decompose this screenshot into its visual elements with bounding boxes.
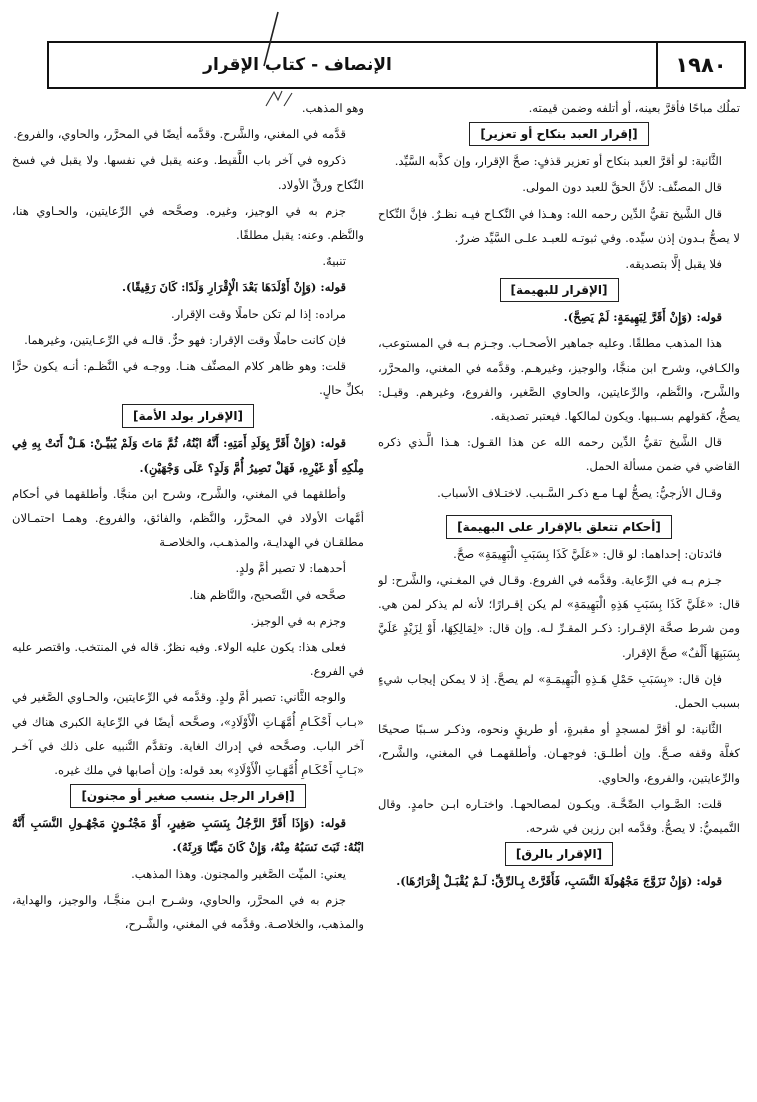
paragraph: قدَّمه في المغني، والشَّرح. وقدَّمه أيضًا في المحرَّر، والحاوي، والفروع. [13, 127, 346, 142]
paragraph: وقـال الأزجيُّ: يصحُّ لهـا مـع ذكـر السَّـبب. لاختـلاف الأسباب. [437, 485, 722, 500]
paragraph: فائدتان: إحداهما: لو قال: «عَلَيَّ كَذَا بِسَبَبِ الْبَهِيمَةِ» صحَّ. [453, 546, 722, 561]
section-heading: [إقرار الرجل بنسب صغير أو مجنون] [70, 784, 305, 808]
paragraph: الثَّانية: لو أقرَّ لمسجدٍ أو مقبرةٍ، أو طريقٍ ونحوه، وذكـر سـببًا صحيحًا كغلَّة وقفه صـحَّ. وإن أطلـق: فوجهـان. وأطلقهمـا في المغني، والشَّرح، والرِّعايتين، والفروع، والحاوي. [378, 722, 740, 785]
section-heading: [الإقرار بالرق] [505, 842, 613, 866]
paragraph: فلا يقبل إلَّا بتصديقه. [625, 257, 722, 272]
quoted-text-paragraph: قوله: (وَإِنْ أَقَرَّ لِبَهِيمَةٍ: لَمْ يَصِحَّ). [563, 310, 722, 325]
paragraph: قلت: الصَّـواب الصِّحَّـة. ويكـون لمصالحهـا. واختـاره ابـن حامدٍ. وقال التَّميميُّ: لا يصحُّ. وقدَّمه ابن رزين في شرحه. [378, 796, 740, 836]
paragraph: تنبيهٌ. [322, 254, 346, 269]
page-number: ١٩٨٠ [656, 43, 744, 87]
section-heading: [الإقرار بولد الأمة] [122, 404, 254, 428]
paragraph: يعني: الميِّت الصَّغير والمجنون. وهذا المذهب. [131, 866, 346, 881]
section-heading: [الإقرار للبهيمة] [500, 278, 619, 302]
quoted-text-paragraph: قوله: (وَإِنْ أَوْلَدَهَا بَعْدَ الْإِقْرَارِ وَلَدًا: كَانَ رَقِيقًا). [121, 280, 346, 295]
left-text-column [12, 96, 364, 1096]
paragraph: جزم به في المحرَّر، والحاوي، وشـرح ابـن منجَّـا، والوجيز، والهداية، والمذهب، والخلاصـة. وقدَّمه في المغني، والشَّـرح، [12, 892, 364, 932]
paragraph: تملُك مباحًا فأقرَّ بعينه، أو أتلفه وضمن قيمته. [528, 101, 740, 115]
paragraph: جـزم بـه في الرِّعاية. وقدَّمه في الفروع. وقـال في المغـني، والشَّرح: لو قال: «عَلَيَّ كَذَا بِسَبَبِ هَذِهِ الْبَهِيمَةِ» لم يكن إقـرارًا؛ لأنه لم يذكر لمن هي. ومن شرط صحَّة الإقـرار: ذكـر المقـرِّ لـه. وإن قال: «لِمَالِكِهَا، أَوْ لِزَيْدٍ عَلَيَّ بِسَبَبِهَا أَلْفٌ» صحَّ الإقرار. [378, 573, 740, 660]
paragraph: والوجه الثَّاني: تصير أمَّ ولدٍ. وقدَّمه في الرِّعايتين، والحـاوي الصَّغير في «بـاب أَحْكَـامِ أُمَّهَـاتِ الْأَوْلَادِ»، وصحَّحه أيضًا في الرِّعاية الكبرى هناك في آخر الباب. وصحَّحه في إدراك الغاية. وتقدَّم التَّنبيه على ذلك في آخـر «بَـابِ أَحْكَـامِ أُمَّهَـاتِ الْأَوْلَادِ» بعد قوله: وإن أصابها في ملك غيره. [12, 690, 364, 778]
paragraph: قال الشَّيخ تقيُّ الدِّين رحمه الله عن هذا القـول: هـذا الَّـذي ذكره القاضي في ضمن مسألة الحمل. [378, 435, 740, 474]
paragraph: جزم به في الوجيز، وغيره. وصحَّحه في الرِّعايتين، والحـاوي هنا، والنَّظم. وعنه: يقبل مطلقًا. [12, 203, 364, 243]
page-header [47, 41, 746, 89]
paragraph: هذا المذهب مطلقًا. وعليه جماهير الأصحـاب. وجـزم بـه في المستوعب، والكـافي، وشرح ابن منجَّا، والوجيز، وغيرهـم. وقدَّمه في المغني، والمحرَّر، والشَّرح، والنَّظم، والرِّعايتين، والحاوي الصَّغير، والفروع، وغيرهم. وقيـل: يصحُّ، كقولهم بسـببها. ويكون لمالكها. فيعتبر تصديقه. [378, 336, 740, 424]
paragraph: مراده: إذا لم تكن حاملًا وقت الإقرار. [170, 306, 346, 321]
quoted-text-paragraph: قوله: (وَإِنْ تَزَوَّجَ مَجْهُولَةَ النَّسَبِ، فَأَقَرَّتْ بِـالرِّقِّ: لَـمْ يُقْبَـلْ إِقْرَارُهَا). [396, 874, 722, 889]
paragraph: ذكروه في آخر باب اللَّقيط. وعنه يقبل في نفسها. ولا يقبل في فسخ النِّكاح ورقِّ الأولاد. [12, 153, 364, 192]
paragraph: قال الشَّيخ تقيُّ الدِّين رحمه الله: وهـذا في النِّكـاح فيـه نظـرٌ. فإنَّ النِّكاح لا يصحُّ بـدون إذن سيِّده. وفي ثبوتـه للعبـد علـى السَّيِّد ضررٌ. [378, 206, 740, 245]
quoted-text-paragraph: قوله: (وَإِنْ أَقَرَّ بِوَلَدِ أَمَتِهِ: أَنَّهُ ابْنُهُ، ثُمَّ مَاتَ وَلَمْ يُبَيِّـنْ: هَـلْ أَتَتْ بِهِ فِي مِلْكِهِ أَوْ غَيْرِهِ، فَهَلْ تَصِيرُ أُمَّ وَلَدٍ؟ عَلَى وَجْهَيْنِ). [12, 436, 364, 475]
running-title: الإنصاف - كتاب الإقرار [203, 55, 392, 75]
paragraph: وأطلقهما في المغني، والشَّرح، وشرح ابن منجَّا. وأطلقهما في أحكام أمَّهات الأولاد في المحرَّر، والنَّظم، والفائق، والفروع. وهمـا احتمـالان مطلقـان في الهدايـة، والمذهـب، والخلاصـة [12, 486, 364, 550]
quoted-text-paragraph: قوله: (وَإِذَا أَقَرَّ الرَّجُلُ بِنَسَبِ صَغِيرٍ، أَوْ مَجْنُـونٍ مَجْهُـولِ النَّسَبِ أَنَّهُ ابْنُهُ: ثَبَتَ نَسَبُهُ مِنْهُ، وَإِنْ كَانَ مَيِّتًا وَرِثَهُ). [12, 816, 364, 855]
paragraph: فعلى هذا: يكون عليه الولاء. وفيه نظرٌ. قاله في المنتخب. واقتصر عليه في الفروع. [12, 640, 364, 679]
paragraph: قلت: وهو ظاهر كلام المصنِّف هنـا. ووجـه في النَّظـم: أنـه يكون حرًّا بكلِّ حالٍ. [12, 359, 364, 398]
section-heading: [أحكام تتعلق بالإقرار على البهيمة] [446, 515, 672, 539]
paragraph: وهو المذهب. [301, 101, 364, 115]
paragraph: قال المصنِّف: لأنَّ الحقَّ للعبد دون المولى. [522, 180, 722, 195]
paragraph: أحدهما: لا تصير أمَّ ولدٍ. [235, 561, 346, 576]
paragraph: صحَّحه في التَّصحيح، والنَّاظم هنا. [189, 587, 346, 602]
paragraph: الثَّانية: لو أقرَّ العبد بنكاح أو تعزير قذفٍ: صحَّ الإقرار، وإن كذَّبه السَّيِّد. [394, 154, 722, 169]
paragraph: فإن كانت حاملًا وقت الإقرار: فهو حرٌّ. قالـه في الرِّعـايتين، وغيرهما. [24, 332, 346, 347]
paragraph: فإن قال: «بِسَبَبِ حَمْلِ هَـذِهِ الْبَهِيمَـةِ» لم يصحَّ. إذ لا يمكن إيجاب شيءٍ بسبب الحمل. [378, 671, 740, 711]
right-text-column [378, 96, 740, 1096]
paragraph: وجزم به في الوجيز. [250, 613, 346, 628]
section-heading: [إقرار العبد بنكاح أو تعزير] [469, 122, 648, 146]
